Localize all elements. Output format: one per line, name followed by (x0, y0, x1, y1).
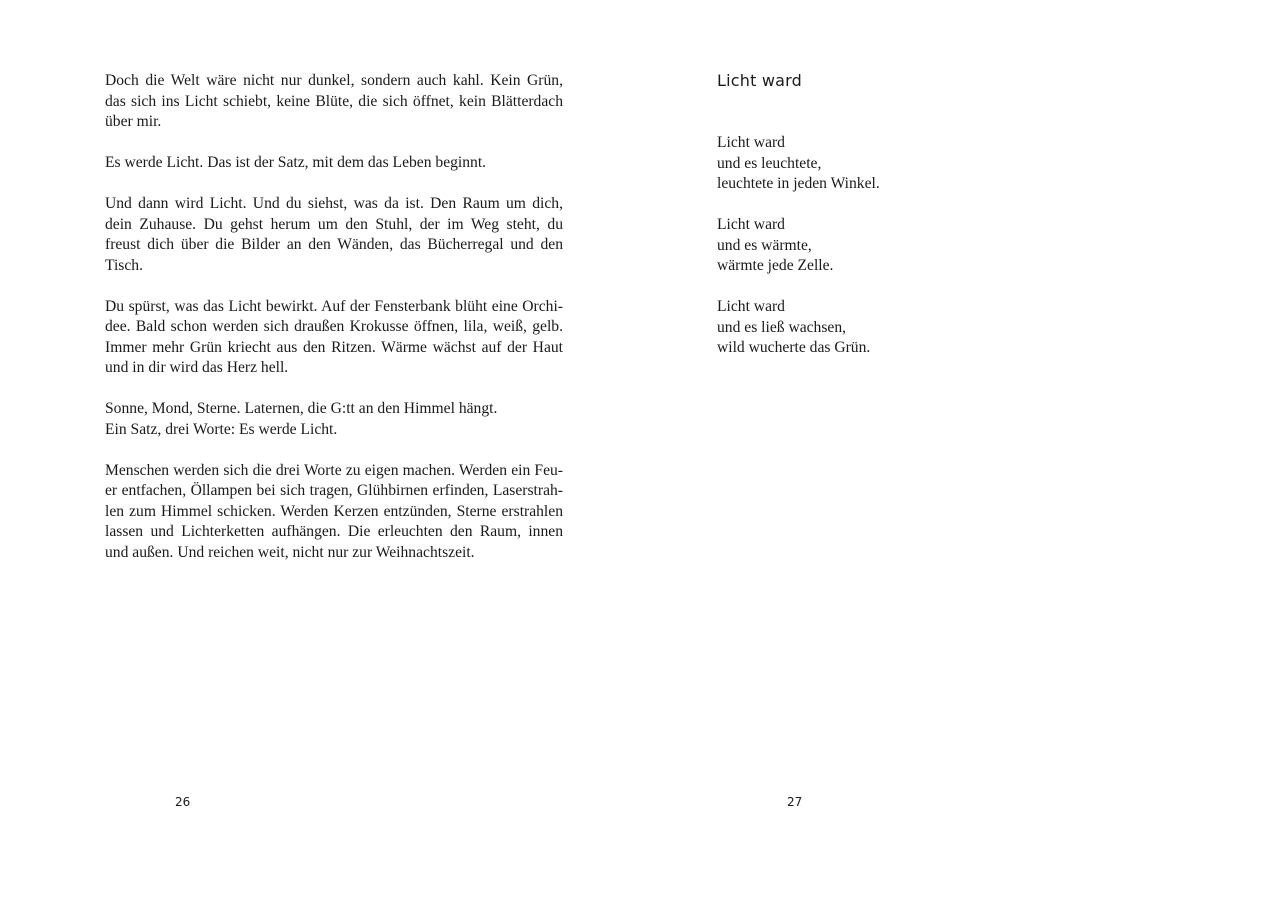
text-line: und außen. Und reichen weit, nicht nur zur Weihnachtszeit. (105, 543, 475, 561)
left-page-body (105, 71, 563, 584)
text-line: das sich ins Licht schiebt, keine Blüte, die sich öffnet, kein Blätterdach (105, 92, 563, 110)
text-line: Du spürst, was das Licht bewirkt. Auf der Fensterbank blüht eine Orchi- (105, 297, 563, 315)
paragraph-4 (105, 297, 563, 379)
text-line: und in dir wird das Herz hell. (105, 359, 289, 376)
paragraph-3 (105, 194, 563, 276)
text-line: Doch die Welt wäre nicht nur dunkel, sondern auch kahl. Kein Grün, (105, 72, 563, 89)
text-line: dee. Bald schon werden sich draußen Krokusse öffnen, lila, weiß, gelb. (105, 318, 563, 335)
poem-line: leuchtete in jeden Winkel. (717, 175, 880, 192)
page-number: 26 (175, 795, 191, 809)
poem-stanza (717, 297, 1117, 359)
poem-line: Licht ward (717, 134, 785, 151)
poem-line: und es wärmte, (717, 236, 812, 254)
text-line: freust dich über die Bilder an den Wänden, das Bücherregal und den (105, 236, 563, 253)
paragraph-5 (105, 399, 563, 440)
text-line: Und dann wird Licht. Und du siehst, was da ist. Den Raum um dich, (105, 195, 563, 212)
poem (717, 133, 1117, 379)
text-line: len zum Himmel schicken. Werden Kerzen entzünden, Sterne erstrahlen (105, 502, 563, 520)
poem-line: wild wucherte das Grün. (717, 339, 871, 356)
poem-line: und es ließ wachsen, (717, 318, 847, 336)
page-number: 27 (787, 795, 803, 809)
text-line: dein Zuhause. Du gehst herum um den Stuhl, der im Weg steht, du (105, 215, 563, 233)
poem-stanza (717, 133, 1117, 195)
text-line: Ein Satz, drei Worte: Es werde Licht. (105, 420, 338, 438)
text-line: über mir. (105, 113, 162, 130)
poem-stanza (717, 215, 1117, 277)
text-line: Immer mehr Grün kriecht aus den Ritzen. Wärme wächst auf der Haut (105, 338, 563, 356)
text-line: Menschen werden sich die drei Worte zu eigen machen. Werden ein Feu- (105, 461, 563, 479)
text-line: Sonne, Mond, Sterne. Laternen, die G:tt an den Himmel hängt. (105, 400, 498, 417)
paragraph-1 (105, 71, 563, 133)
text-line: Tisch. (105, 256, 143, 274)
text-line: lassen und Lichterketten aufhängen. Die erleuchten den Raum, innen (105, 523, 563, 540)
paragraph-2 (105, 153, 563, 174)
poem-line: wärmte jede Zelle. (717, 257, 834, 274)
text-line: er entfachen, Öllampen bei sich tragen, Glühbirnen erfinden, Laserstrah- (105, 482, 563, 499)
poem-title: Licht ward (717, 71, 802, 90)
poem-line: und es leuchtete, (717, 154, 822, 172)
poem-line: Licht ward (717, 216, 785, 233)
text-line: Es werde Licht. Das ist der Satz, mit dem das Leben beginnt. (105, 154, 487, 171)
poem-line: Licht ward (717, 298, 785, 315)
paragraph-6 (105, 461, 563, 564)
right-page (640, 0, 1280, 912)
